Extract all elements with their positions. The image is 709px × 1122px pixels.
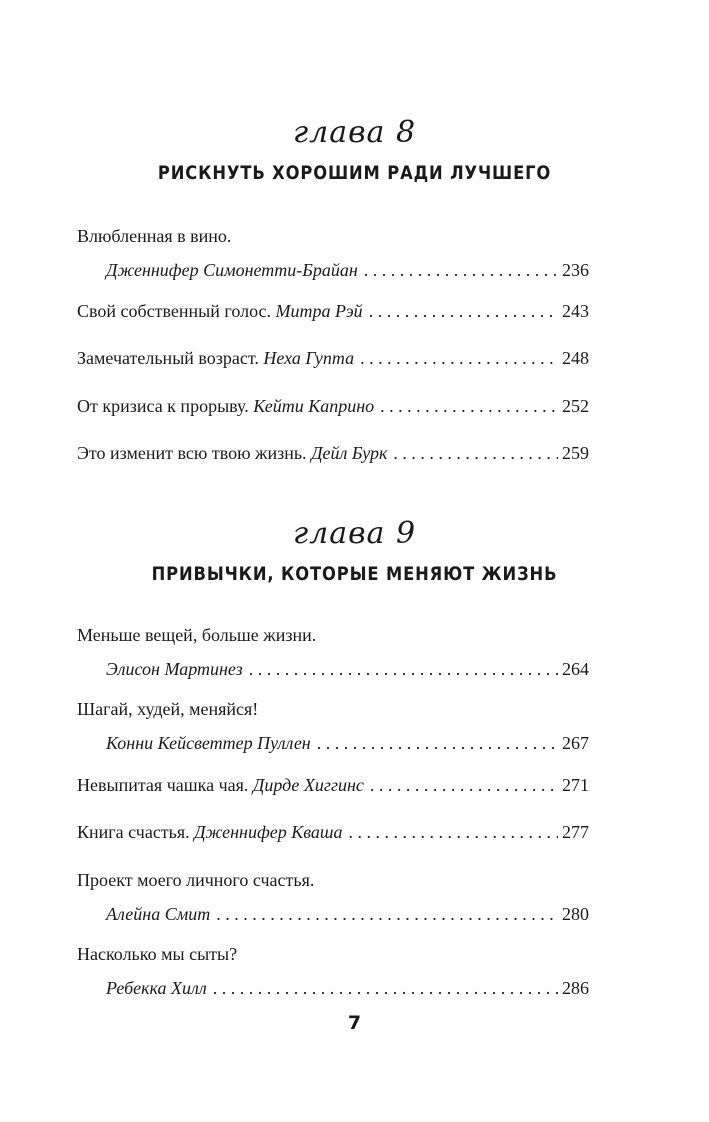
entry-title: Свой собственный голос. — [77, 301, 272, 321]
entry-title: Влюбленная в вино. — [77, 226, 232, 246]
entry-title: От кризиса к прорыву. — [77, 396, 249, 416]
entry-author: Дирде Хиггинс — [252, 775, 364, 795]
entry-title: Проект моего личного счастья. — [77, 870, 315, 890]
entry-page: 252 — [562, 396, 589, 416]
entry-author: Алейна Смит — [106, 904, 211, 924]
dot-leader — [213, 971, 558, 1005]
entry-author: Дженнифер Симонетти-Брайан — [106, 260, 358, 280]
dot-leader — [370, 768, 558, 802]
dot-leader — [348, 815, 558, 849]
dot-leader — [317, 726, 558, 760]
entry-author: Дженнифер Кваша — [194, 822, 343, 842]
entry-title: Насколько мы сыты? — [77, 944, 238, 964]
entry-author: Конни Кейсветтер Пуллен — [106, 733, 311, 753]
dot-leader — [393, 436, 558, 470]
entry-page: 286 — [562, 978, 589, 998]
entry-title: Шагай, худей, меняйся! — [77, 699, 259, 719]
chapter-8-label: глава 8 — [292, 115, 417, 150]
entry-author: Элисон Мартинез — [106, 659, 243, 679]
entry-page: 243 — [562, 301, 589, 321]
toc-entry[interactable] — [77, 618, 589, 686]
toc-entry[interactable] — [77, 294, 589, 328]
entry-page: 236 — [562, 260, 589, 280]
toc-entry[interactable] — [77, 389, 589, 423]
toc-entry[interactable] — [77, 436, 589, 470]
chapter-8-title: РИСКНУТЬ ХОРОШИМ РАДИ ЛУЧШЕГО — [157, 162, 552, 184]
entry-page: 280 — [562, 904, 589, 924]
toc-entry[interactable] — [77, 341, 589, 375]
toc-entry[interactable] — [77, 815, 589, 849]
entry-title: Книга счастья. — [77, 822, 190, 842]
entry-author: Митра Рэй — [275, 301, 363, 321]
entry-author: Ребекка Хилл — [106, 978, 207, 998]
dot-leader — [369, 294, 558, 328]
entry-author: Неха Гупта — [263, 348, 355, 368]
toc-entry[interactable] — [77, 863, 589, 931]
entry-page: 248 — [562, 348, 589, 368]
entry-author: Дейл Бурк — [311, 443, 388, 463]
entry-title: Меньше вещей, больше жизни. — [77, 625, 317, 645]
chapter-9-label: глава 9 — [292, 516, 417, 551]
chapter-9-title: ПРИВЫЧКИ, КОТОРЫЕ МЕНЯЮТ ЖИЗНЬ — [151, 563, 558, 585]
dot-leader — [360, 341, 558, 375]
toc-entry[interactable] — [77, 692, 589, 760]
entry-page: 277 — [562, 822, 589, 842]
entry-title: Замечательный возраст. — [77, 348, 259, 368]
page-number: 7 — [347, 1012, 362, 1034]
toc-entry[interactable] — [77, 219, 589, 287]
entry-title: Невыпитая чашка чая. — [77, 775, 249, 795]
entry-title: Это изменит всю твою жизнь. — [77, 443, 307, 463]
entry-page: 271 — [562, 775, 589, 795]
dot-leader — [249, 652, 558, 686]
dot-leader — [380, 389, 558, 423]
entry-author: Кейти Каприно — [253, 396, 375, 416]
dot-leader — [364, 253, 558, 287]
toc-entry[interactable] — [77, 937, 589, 1005]
entry-page: 267 — [562, 733, 589, 753]
entry-page: 264 — [562, 659, 589, 679]
dot-leader — [216, 897, 558, 931]
toc-entry[interactable] — [77, 768, 589, 802]
entry-page: 259 — [562, 443, 589, 463]
